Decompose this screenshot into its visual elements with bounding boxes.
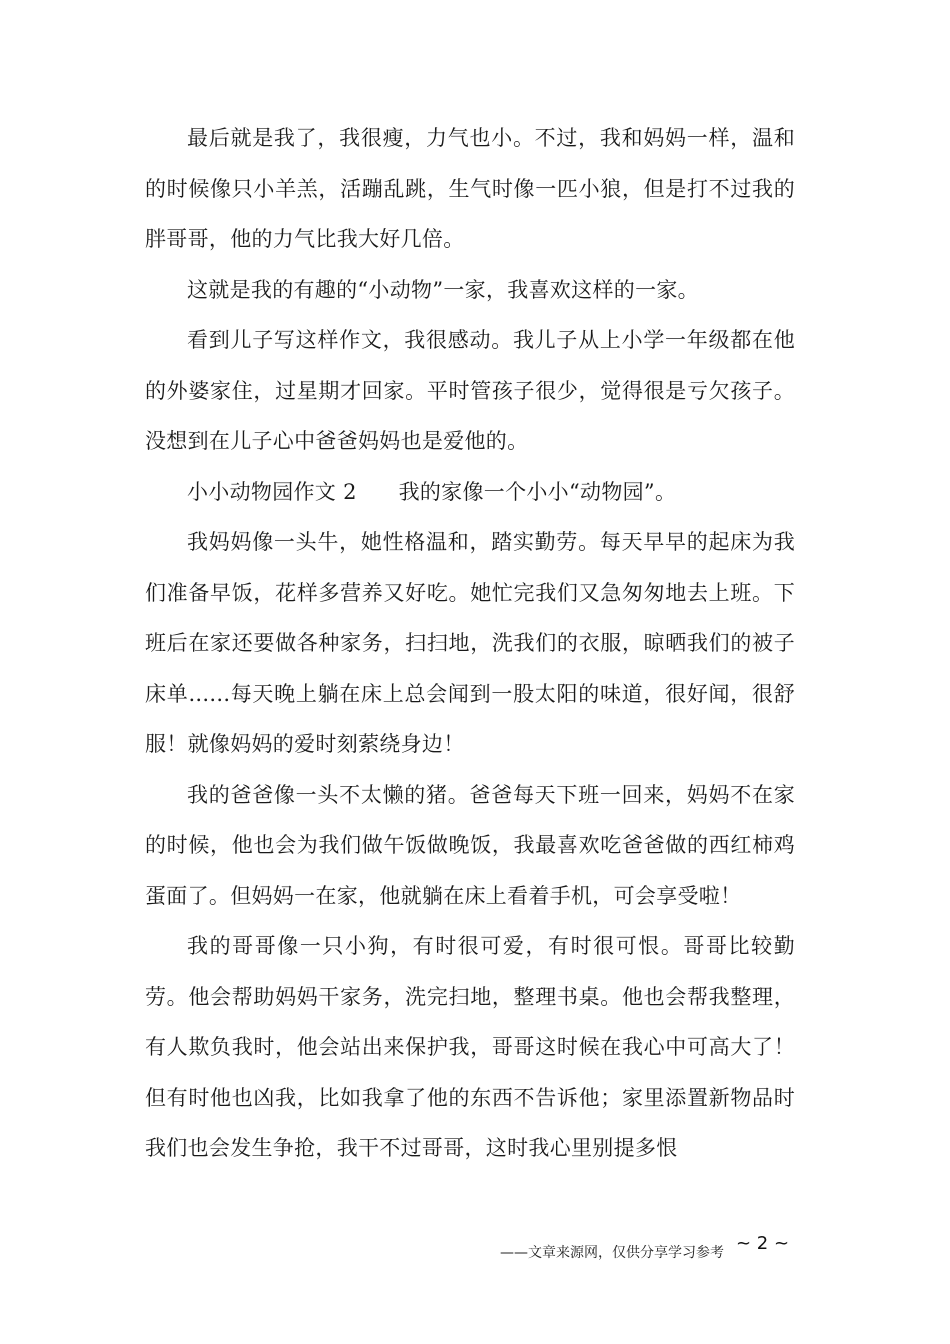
essay-heading-line: 小小动物园作文 2 我的家像一个小小“动物园”。 xyxy=(187,479,677,504)
footer-source-note: ——文章来源网，仅供分享学习参考 xyxy=(500,1245,724,1261)
page-number: ~ 2 ~ xyxy=(736,1233,790,1254)
paragraph-3: 看到儿子写这样作文，我很感动。我儿子从上小学一年级都在他的外婆家住，过星期才回家。平时管孩子很少，觉得很是亏欠孩子。没想到在儿子心中爸爸妈妈也是爱他的。 xyxy=(145,328,795,453)
paragraph-6: 我的爸爸像一头不太懒的猪。爸爸每天下班一回来，妈妈不在家的时候，他也会为我们做午饭做晚饭，我最喜欢吃爸爸做的西红柿鸡蛋面了。但妈妈一在家，他就躺在床上看着手机，可会享受啦！ xyxy=(145,782,795,908)
paragraph-2: 这就是我的有趣的“小动物”一家，我喜欢这样的一家。 xyxy=(187,277,699,302)
paragraph-7: 我的哥哥像一只小狗，有时很可爱，有时很可恨。哥哥比较勤劳。他会帮助妈妈干家务，洗完扫地，整理书桌。他也会帮我整理，有人欺负我时，他会站出来保护我，哥哥这时候在我心中可高大了！但有时他也凶我，比如我拿了他的东西不告诉他；家里添置新物品时我们也会发生争抢，我干不过哥哥，这时我心里别提多恨 xyxy=(145,934,795,1160)
paragraph-5: 我妈妈像一头牛，她性格温和，踏实勤劳。每天早早的起床为我们准备早饭，花样多营养又好吃。她忙完我们又急匆匆地去上班。下班后在家还要做各种家务，扫扫地，洗我们的衣服，晾晒我们的被子床单......每天晚上躺在床上总会闻到一股太阳的味道，很好闻，很舒服！就像妈妈的爱时刻萦绕身边！ xyxy=(145,530,795,756)
document-body xyxy=(145,113,795,1174)
page-footer xyxy=(500,1228,800,1268)
paragraph-1: 最后就是我了，我很瘦，力气也小。不过，我和妈妈一样，温和的时候像只小羊羔，活蹦乱跳，生气时像一匹小狼，但是打不过我的胖哥哥，他的力气比我大好几倍。 xyxy=(145,126,795,251)
